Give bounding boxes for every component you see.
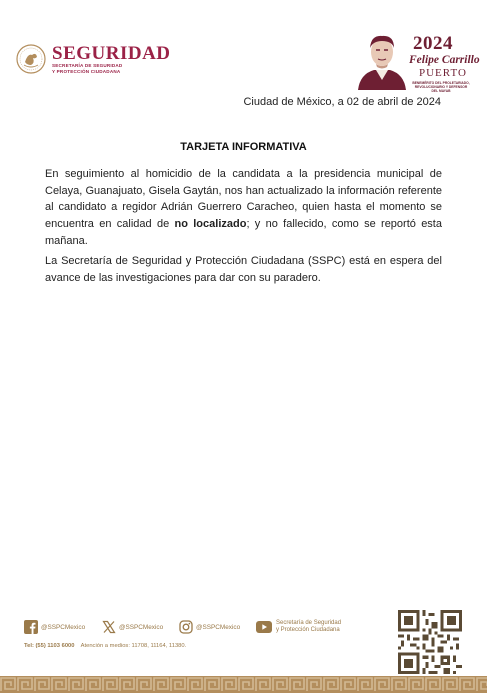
- document-date: Ciudad de México, a 02 de abril de 2024: [243, 96, 441, 108]
- youtube-icon: [256, 621, 272, 633]
- logo-tagline: [412, 81, 470, 93]
- document-title: TARJETA INFORMATIVA: [180, 141, 307, 153]
- national-seal-icon: [16, 44, 46, 74]
- contact-media-extensions: Atención a medios: 11708, 11164, 11380.: [80, 643, 187, 649]
- instagram-link[interactable]: [179, 620, 240, 634]
- logo-name-puerto: PUERTO: [419, 67, 467, 79]
- x-handle: @SSPCMexico: [119, 623, 164, 631]
- logo-subtitle-line1: SECRETARÍA DE SEGURIDAD: [52, 63, 123, 68]
- paragraph-1: [45, 166, 442, 250]
- youtube-channel-line2: y Protección Ciudadana: [276, 627, 340, 633]
- decorative-footer-band: [0, 676, 487, 693]
- logo-subtitle-line2: Y PROTECCIÓN CIUDADANA: [52, 68, 121, 74]
- paragraph-2: La Secretaría de Seguridad y Protección Ciudadana (SSPC) está en espera del avance de las investigaciones para dar con su paradero.: [45, 255, 442, 284]
- x-icon: [102, 620, 116, 634]
- paragraph-1-text-b: ; y no fallecido, como se reportó esta mañana.: [45, 218, 442, 247]
- logo-name: Felipe Carrillo: [409, 54, 480, 66]
- paragraph-1-text-a: En seguimiento al homicidio de la candidata a la presidencia municipal de Celaya, Guanajuato, Gisela Gaytán, nos han actualizado la información referente al candidato a regidor Adrián Guerrero Caracheo, quien hasta el momento se encuentra en calidad de: [45, 168, 442, 231]
- logo-tagline-line1: BENEMÉRITO DEL PROLETARIADO,: [412, 81, 470, 85]
- logo-tagline-line2: REVOLUCIONARIO Y DEFENSOR: [414, 85, 468, 89]
- paragraph-1-bold: no localizado: [174, 218, 247, 231]
- facebook-link[interactable]: [24, 620, 85, 634]
- youtube-channel-name: [276, 620, 341, 634]
- logo-year: 2024: [413, 33, 453, 54]
- document-footer: [0, 610, 487, 693]
- sspc-logo: [16, 44, 171, 74]
- contact-info: [24, 643, 186, 649]
- x-link[interactable]: [102, 620, 163, 634]
- contact-telephone: Tel: (55) 1103 6000: [24, 643, 75, 649]
- facebook-icon: [24, 620, 38, 634]
- instagram-handle: @SSPCMexico: [196, 623, 241, 631]
- qr-code-icon[interactable]: [398, 610, 462, 674]
- logo-wordmark: SEGURIDAD: [52, 43, 171, 64]
- logo-tagline-line3: DEL MAYAB: [431, 89, 451, 93]
- felipe-carrillo-puerto-logo: [356, 30, 480, 93]
- facebook-handle: @SSPCMexico: [41, 623, 86, 631]
- instagram-icon: [179, 620, 193, 634]
- youtube-link[interactable]: [256, 620, 341, 634]
- youtube-channel-line1: Secretaría de Seguridad: [276, 620, 342, 626]
- portrait-icon: [356, 30, 408, 90]
